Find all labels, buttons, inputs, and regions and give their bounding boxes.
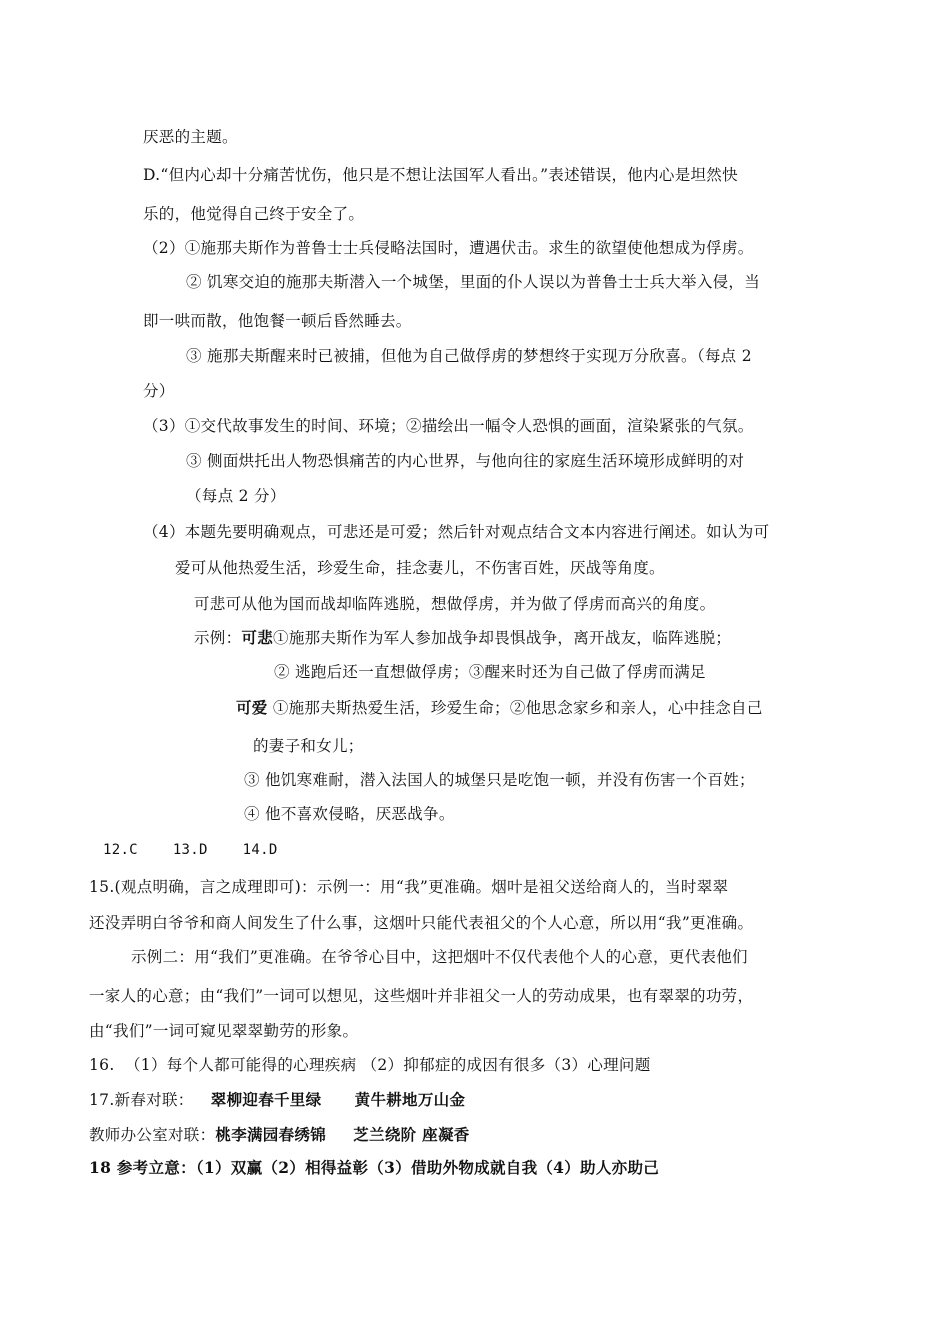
couplet-label: 17.新春对联： (89, 1091, 194, 1109)
text-line: 乐的，他觉得自己终于安全了。 (143, 205, 365, 223)
couplet-line (89, 1090, 465, 1110)
text-line: 由“我们”一词可窥见翠翠勤劳的形象。 (89, 1022, 359, 1040)
example-keyword-lovely: 可爱 (236, 698, 268, 717)
text-line: （每点 2 分） (186, 487, 286, 505)
text-line: 爱可从他热爱生活，珍爱生命，挂念妻儿，不伤害百姓，厌战等角度。 (175, 559, 665, 577)
text-line: 分） (143, 382, 175, 400)
text-line: （4）本题先要明确观点，可悲还是可爱；然后针对观点结合文本内容进行阐述。如认为可 (143, 523, 770, 541)
text-line: （2）①施那夫斯作为普鲁士士兵侵略法国时，遭遇伏击。求生的欲望使他想成为俘虏。 (143, 239, 754, 257)
answer-line: 12.C 13.D 14.D (103, 842, 278, 858)
example-keyword-sad: 可悲 (241, 628, 274, 647)
example-text: ①施那夫斯热爱生活，珍爱生命；②他思念家乡和亲人，心中挂念自己 (267, 699, 763, 717)
example-line (194, 628, 731, 648)
couplet-first: 桃李满园春绣锦 (215, 1125, 327, 1144)
text-line: ② 饥寒交迫的施那夫斯潜入一个城堡，里面的仆人误以为普鲁士士兵大举入侵，当 (186, 273, 761, 291)
text-line: 16. （1）每个人都可能得的心理疾病 （2）抑郁症的成因有很多（3）心理问题 (89, 1056, 651, 1074)
text-line: 的妻子和女儿； (253, 737, 364, 755)
text-line: 一家人的心意；由“我们”一词可以想见，这些烟叶并非祖父一人的劳动成果，也有翠翠的功劳， (89, 987, 754, 1005)
text-line: 示例二：用“我们”更准确。在爷爷心目中，这把烟叶不仅代表他个人的心意，更代表他们 (131, 948, 748, 966)
text-line: ② 逃跑后还一直想做俘虏；③醒来时还为自己做了俘虏而满足 (274, 663, 706, 681)
couplet-second: 芝兰绕阶 座凝香 (353, 1125, 470, 1144)
text-line: ③ 施那夫斯醒来时已被捕，但他为自己做俘虏的梦想终于实现万分欣喜。（每点 2 (186, 347, 752, 365)
example-text: ①施那夫斯作为军人参加战争却畏惧战争，离开战友，临阵逃脱； (273, 629, 732, 647)
example-line (236, 698, 763, 718)
text-line: 18 参考立意：（1）双赢（2）相得益彰（3）借助外物成就自我（4）助人亦助己 (89, 1158, 660, 1177)
text-line: ④ 他不喜欢侵略，厌恶战争。 (244, 805, 455, 823)
text-line: 还没弄明白爷爷和商人间发生了什么事，这烟叶只能代表祖父的个人心意，所以用“我”更准确。 (89, 914, 754, 932)
couplet-line (89, 1125, 470, 1145)
example-label: 示例： (194, 629, 242, 647)
couplet-label: 教师办公室对联： (89, 1126, 216, 1144)
couplet-second: 黄牛耕地万山金 (354, 1090, 466, 1109)
text-line: 即一哄而散，他饱餐一顿后昏然睡去。 (143, 312, 412, 330)
text-line: （3）①交代故事发生的时间、环境；②描绘出一幅令人恐惧的画面，渲染紧张的气氛。 (143, 417, 754, 435)
couplet-first: 翠柳迎春千里绿 (210, 1090, 322, 1109)
text-line: 可悲可从他为国而战却临阵逃脱，想做俘虏，并为做了俘虏而高兴的角度。 (194, 595, 716, 613)
text-line: 15.(观点明确，言之成理即可)：示例一：用“我”更准确。烟叶是祖父送给商人的，当时翠翠 (89, 878, 729, 896)
text-line: ③ 侧面烘托出人物恐惧痛苦的内心世界，与他向往的家庭生活环境形成鲜明的对 (186, 452, 745, 470)
text-line: 厌恶的主题。 (143, 128, 238, 146)
text-line: D.“但内心却十分痛苦忧伤，他只是不想让法国军人看出。”表述错误，他内心是坦然快 (143, 166, 738, 184)
text-line: ③ 他饥寒难耐，潜入法国人的城堡只是吃饱一顿，并没有伤害一个百姓； (244, 771, 755, 789)
